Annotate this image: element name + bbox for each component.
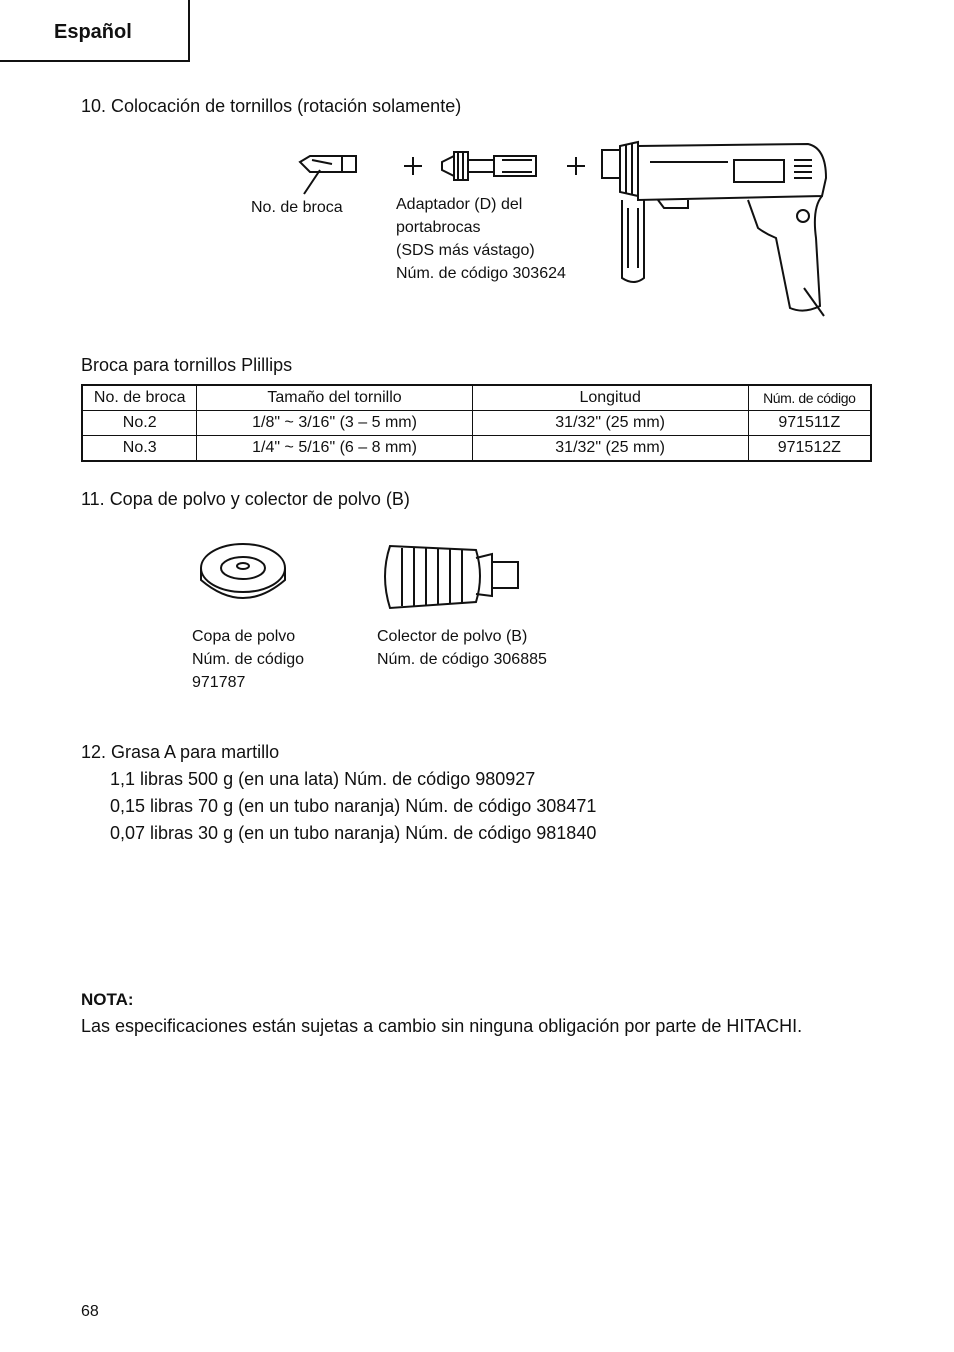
plus-icon bbox=[403, 156, 423, 176]
table-cell: 31/32" (25 mm) bbox=[472, 411, 748, 436]
table-cell: 31/32" (25 mm) bbox=[472, 436, 748, 462]
table-cell: No.3 bbox=[82, 436, 197, 462]
page-number: 68 bbox=[81, 1303, 99, 1320]
dust-cup-illustration bbox=[198, 540, 288, 610]
list-item: 1,1 libras 500 g (en una lata) Núm. de código 980927 bbox=[110, 769, 536, 789]
language-tab bbox=[0, 0, 190, 62]
plus-icon bbox=[566, 156, 586, 176]
section-11-title: 11. Copa de polvo y colector de polvo (B) bbox=[81, 489, 410, 509]
table-cell: 1/4" ~ 5/16" (6 – 8 mm) bbox=[197, 436, 472, 462]
phillips-table-title: Broca para tornillos Plillips bbox=[81, 355, 293, 375]
phillips-bit-table bbox=[81, 384, 872, 462]
section-12-title: 12. Grasa A para martillo bbox=[81, 742, 280, 762]
dust-collector-label: Colector de polvo (B) Núm. de código 306885 bbox=[377, 628, 547, 668]
adapter-label: Adaptador (D) del portabrocas (SDS más vástago) Núm. de código 303624 bbox=[396, 196, 566, 282]
grease-list bbox=[110, 766, 596, 847]
note-text: Las especificaciones están sujetas a cambio sin ninguna obligación por parte de HITACHI. bbox=[81, 1016, 803, 1036]
column-header: Longitud bbox=[472, 385, 748, 411]
note-title: NOTA: bbox=[81, 990, 134, 1009]
list-item: 0,07 libras 30 g (en un tubo naranja) Núm. de código 981840 bbox=[110, 823, 597, 843]
column-header: No. de broca bbox=[82, 385, 197, 411]
chuck-adapter-illustration bbox=[440, 148, 540, 184]
language-label: Español bbox=[54, 21, 132, 43]
table-row bbox=[82, 436, 871, 462]
column-header: Núm. de código bbox=[748, 385, 871, 411]
section-10-title: 10. Colocación de tornillos (rotación solamente) bbox=[81, 96, 462, 116]
screwdriver-bit-illustration bbox=[298, 150, 368, 200]
bit-label: No. de broca bbox=[251, 199, 343, 216]
table-header-row bbox=[82, 385, 871, 411]
column-header: Tamaño del tornillo bbox=[197, 385, 472, 411]
dust-collector-illustration bbox=[380, 540, 524, 614]
table-row bbox=[82, 411, 871, 436]
dust-cup-label: Copa de polvo Núm. de código 971787 bbox=[192, 628, 305, 691]
table-cell: 971511Z bbox=[748, 411, 871, 436]
rotary-hammer-illustration bbox=[598, 138, 838, 320]
table-cell: 1/8" ~ 3/16" (3 – 5 mm) bbox=[197, 411, 472, 436]
table-cell: No.2 bbox=[82, 411, 197, 436]
list-item: 0,15 libras 70 g (en un tubo naranja) Núm. de código 308471 bbox=[110, 796, 597, 816]
table-cell: 971512Z bbox=[748, 436, 871, 462]
